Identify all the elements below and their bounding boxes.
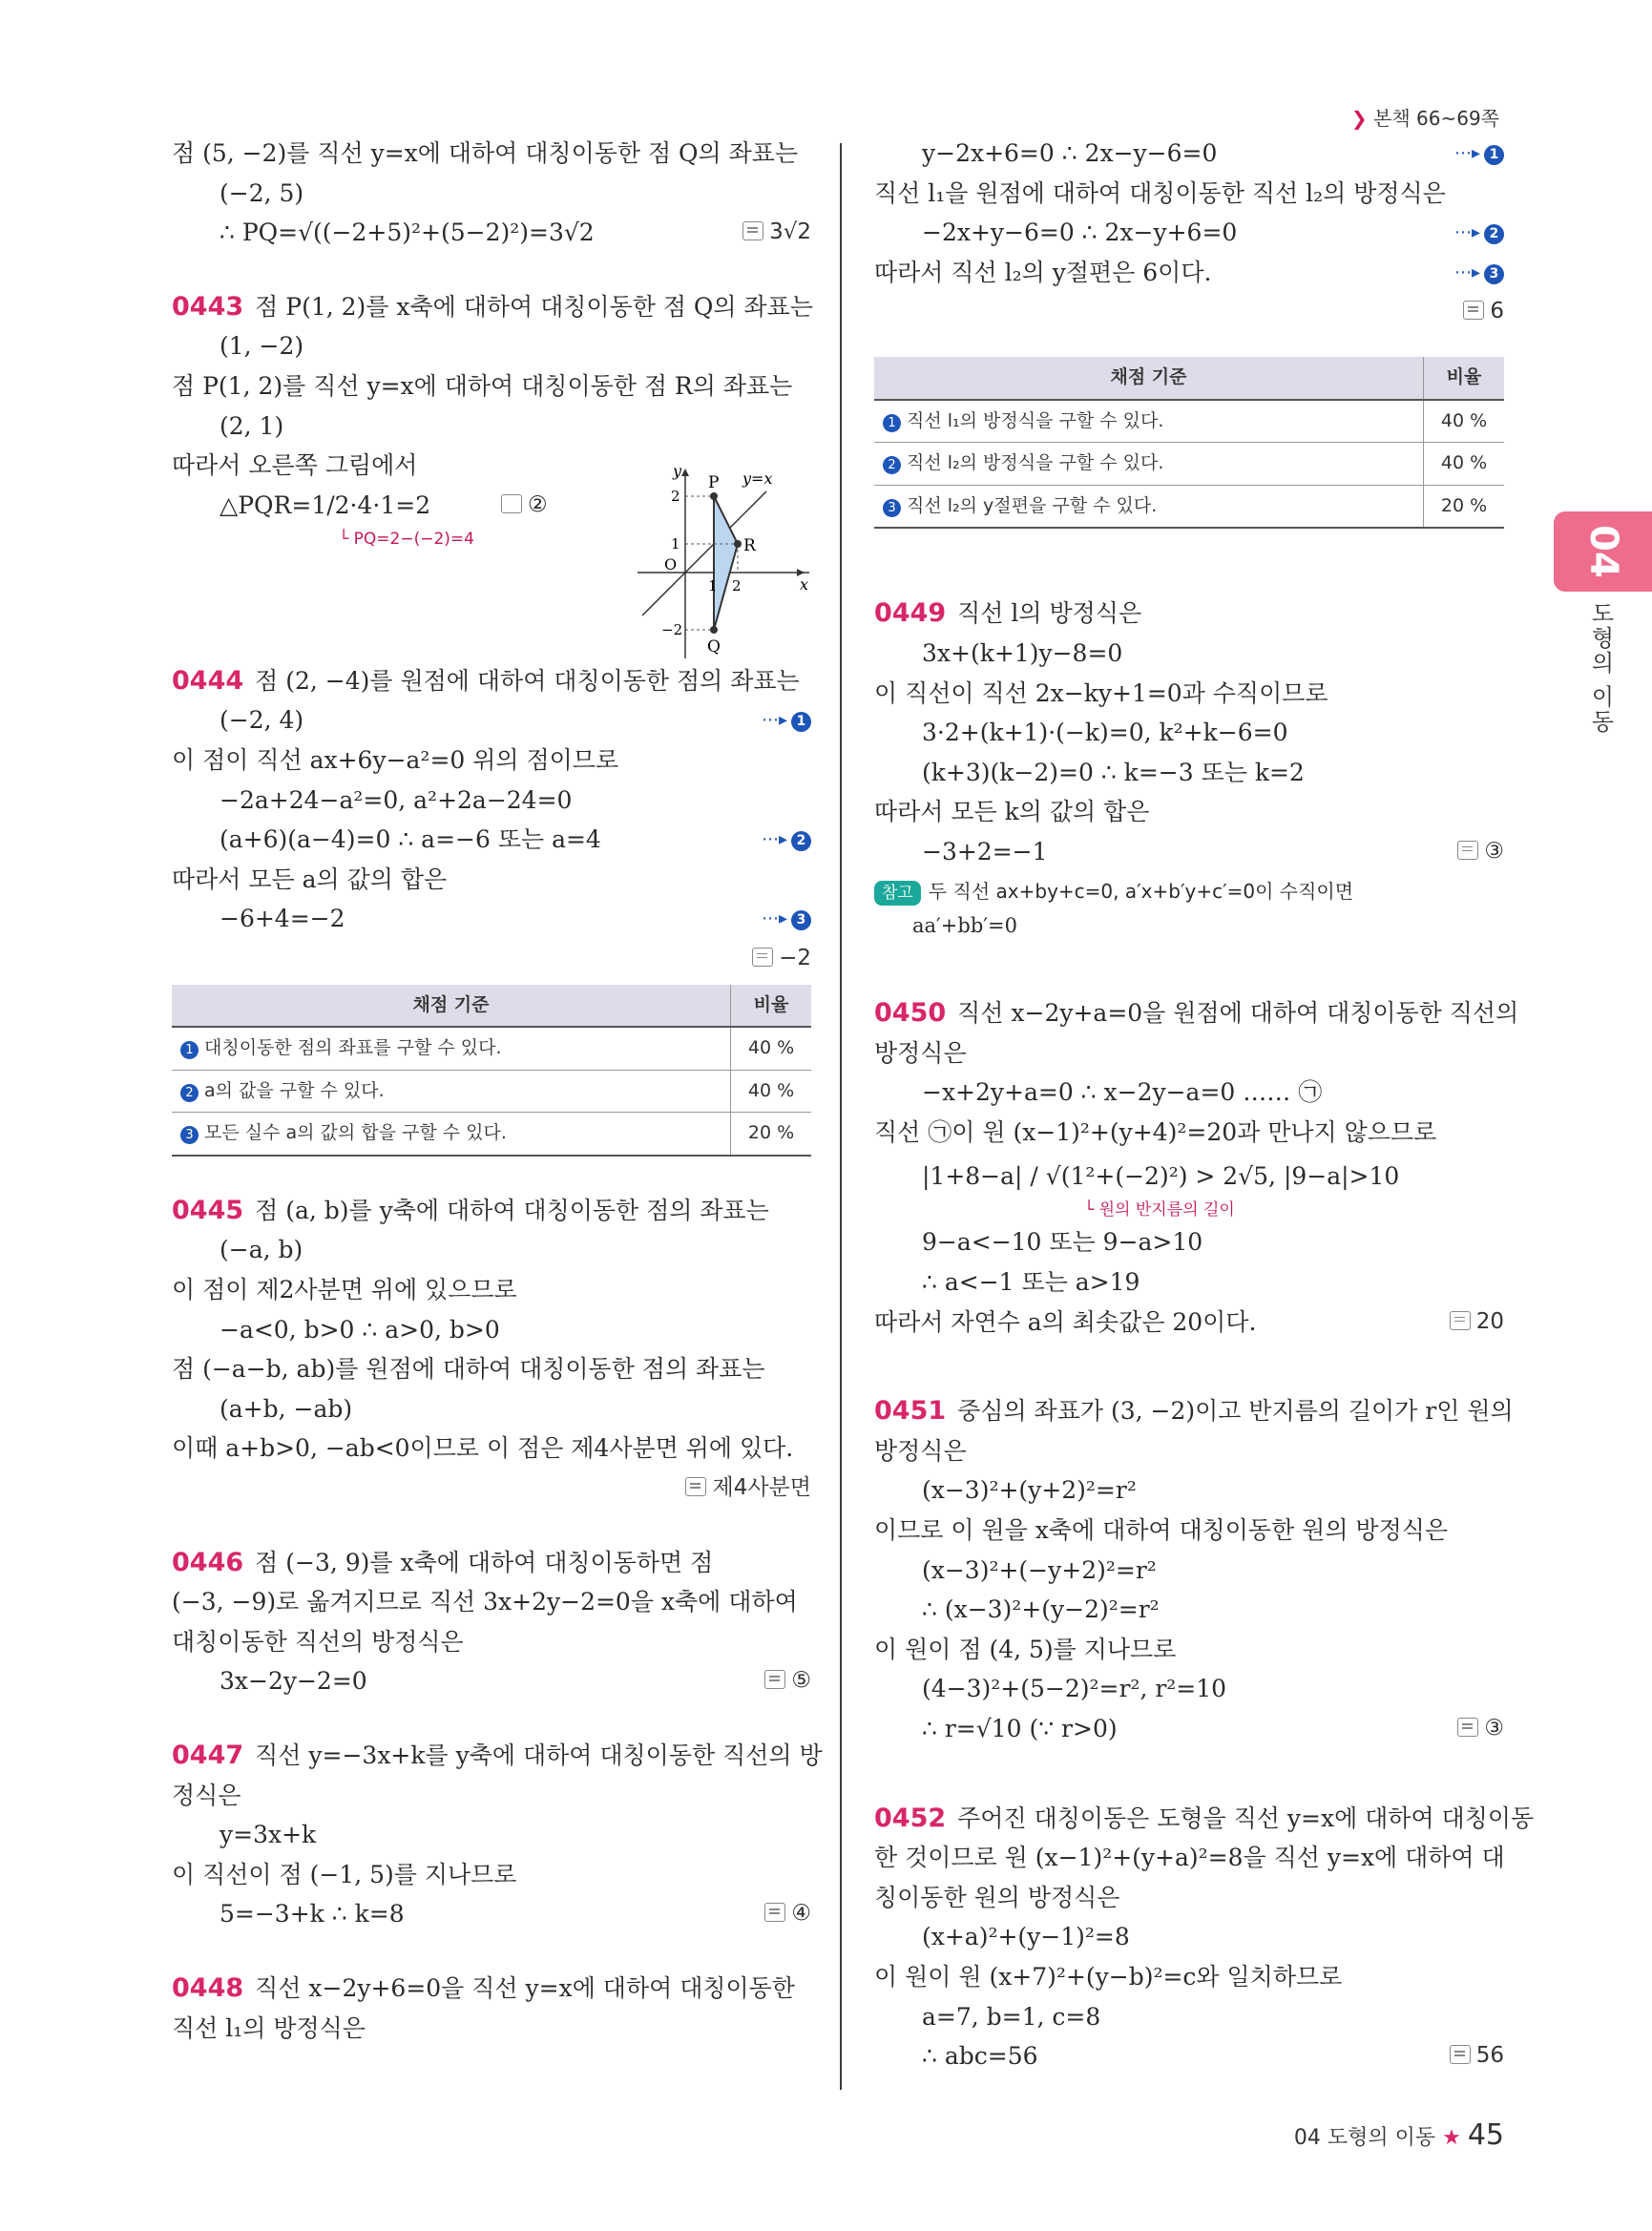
step-marker-2: ⋯▸ 2 (762, 820, 811, 860)
svg-text:O: O (664, 555, 678, 573)
table-row: 2 직선 l₂의 방정식을 구할 수 있다. 40 % (874, 443, 1504, 486)
table-row: 3 직선 l₂의 y절편을 구할 수 있다. 20 % (874, 485, 1504, 528)
answer-icon (1450, 1311, 1471, 1330)
answer-badge: ③ (1457, 1709, 1504, 1749)
problem-0446: 0446 점 (−3, 9)를 x축에 대하여 대칭이동하면 점 (−3, −9)로 옮겨지므로 직선 3x+2y−2=0을 x축에 대하여 대칭이동한 직선의 방정식은 3x−2y−2=0 ⑤ (172, 1543, 811, 1701)
answer-icon (1463, 301, 1484, 320)
problem-number: 0450 (874, 998, 947, 1029)
book-reference: ❯ 본책 66~69쪽 (1350, 107, 1499, 130)
chapter-tab: 04 (1554, 511, 1652, 592)
answer-icon (764, 1903, 785, 1922)
problem-number: 0452 (874, 1803, 947, 1833)
answer-badge: 56 (1450, 2036, 1504, 2076)
answer-badge: ② (501, 486, 548, 526)
svg-text:1: 1 (671, 535, 680, 553)
problem-0450: 0450 직선 x−2y+a=0을 원점에 대하여 대칭이동한 직선의 방정식은 −x+2y+a=0 ∴ x−2y−a=0 …… ㉠ 직선 ㉠이 원 (x−1)²+(y+4)²=20과 만나지 않으므로 |1+8−a| / √(1²+(−2)²) > 2√5, |9−a|>10 └ 원의 반지름의 길이 9−a<−10 또는 9−a>10 ∴ a<−1 또는 a>19 따라서 자연수 a의 최솟값은 20이다. 20 (874, 993, 1504, 1342)
left-column (172, 134, 823, 2048)
svg-text:R: R (743, 536, 756, 555)
answer-badge: 3√2 (742, 213, 811, 253)
point-p (710, 492, 718, 500)
star-icon: ★ (1442, 2126, 1461, 2150)
y-axis-arrow (681, 469, 689, 476)
svg-text:x: x (800, 575, 809, 594)
problem-number: 0448 (172, 1972, 244, 2003)
problem-0442: 점 (5, −2)를 직선 y=x에 대하여 대칭이동한 점 Q의 좌표는 (−2, 5) ∴ PQ=√((−2+5)²+(5−2)²)=3√2 3√2 (172, 134, 811, 253)
chapter-side-label: 도형의 이동 (1587, 601, 1614, 735)
step-marker-1: ⋯▸ 1 (1454, 134, 1504, 174)
answer-icon (1450, 2045, 1471, 2064)
step-marker-2: ⋯▸ 2 (1454, 213, 1504, 253)
answer-badge: ⑤ (764, 1661, 811, 1701)
svg-text:−2: −2 (661, 621, 683, 638)
problem-0451: 0451 중심의 좌표가 (3, −2)이고 반지름의 길이가 r인 원의 방정식은 (x−3)²+(y+2)²=r² 이므로 이 원을 x축에 대하여 대칭이동한 원의 방정식은 (x−3)²+(−y+2)²=r² ∴ (x−3)²+(y−2)²=r² 이 원이 점 (4, 5)를 지나므로 (4−3)²+(5−2)²=r², r²=10 ∴ r=√10 (∵ r>0) ③ (874, 1391, 1504, 1748)
svg-text:y: y (673, 463, 682, 480)
column-divider (840, 143, 842, 2090)
problem-0443: 0443 점 P(1, 2)를 x축에 대하여 대칭이동한 점 Q의 좌표는 (1, −2) 점 P(1, 2)를 직선 y=x에 대하여 대칭이동한 점 R의 좌표는 (2, 1) 따라서 오른쪽 그림에서 △PQR=1/2·4·1=2 ② └ PQ=2−(−2)=4 (172, 291, 813, 549)
answer-icon (752, 948, 773, 967)
svg-text:2: 2 (732, 577, 742, 594)
answer-icon (685, 1477, 706, 1496)
problem-number: 0449 (874, 598, 947, 629)
step-marker-1: ⋯▸ 1 (762, 700, 811, 740)
answer-icon (764, 1670, 785, 1689)
answer-badge: 20 (1450, 1303, 1504, 1343)
step-marker-3: ⋯▸ 3 (1454, 253, 1504, 293)
svg-text:2: 2 (671, 488, 680, 505)
page-footer: 04 도형의 이동 ★ 45 (1293, 2118, 1504, 2152)
problem-0448-continued: y−2x+6=0 ∴ 2x−y−6=0 ⋯▸ 1 직선 l₁을 원점에 대하여 대칭이동한 직선 l₂의 방정식은 −2x+y−6=0 ∴ 2x−y+6=0 ⋯▸ 2 따라서 직선 l₂의 y절편은 6이다. ⋯▸ 3 6 채점 기준 비율 1 직선 l₁의 방정식을 구할 수 있다. 40 % 2 직선 l₂의 방정식을 구할 수 있다. 40 % 3 직선 l₂의 y절편을 구할 수 있다. 20 % (874, 134, 1504, 529)
problem-number: 0444 (172, 665, 244, 696)
problem-number: 0443 (172, 291, 244, 322)
tip-note: 참고 두 직선 ax+by+c=0, a′x+b′y+c′=0이 수직이면 (874, 872, 1504, 912)
problem-0452: 0452 주어진 대칭이동은 도형을 직선 y=x에 대하여 대칭이동 한 것이므로 원 (x−1)²+(y+a)²=8을 직선 y=x에 대하여 대 칭이동한 원의 방정식은 (x+a)²+(y−1)²=8 이 원이 원 (x+7)²+(y−b)²=c와 일치하므로 a=7, b=1, c=8 ∴ abc=56 56 (874, 1799, 1504, 2076)
table-row: 1 직선 l₁의 방정식을 구할 수 있다. 40 % (874, 400, 1504, 443)
tip-tag: 참고 (874, 881, 921, 906)
problem-number: 0446 (172, 1547, 244, 1577)
table-row: 2 a의 값을 구할 수 있다. 40 % (172, 1070, 811, 1113)
point-q (710, 626, 718, 634)
svg-text:P: P (708, 473, 720, 492)
triangle-pqr-figure (633, 463, 814, 663)
problem-0449: 0449 직선 l의 방정식은 3x+(k+1)y−8=0 이 직선이 직선 2x−ky+1=0과 수직이므로 3·2+(k+1)·(−k)=0, k²+k−6=0 (k+3)(k−2)=0 ∴ k=−3 또는 k=2 따라서 모든 k의 값의 합은 −3+2=−1 ③ 참고 두 직선 ax+by+c=0, a′x+b′y+c′=0이 수직이면 aa′+bb′=0 (874, 598, 1504, 938)
answer-badge: ④ (764, 1894, 811, 1934)
answer-badge: −2 (752, 939, 811, 979)
problem-0448: 0448 직선 x−2y+6=0을 직선 y=x에 대하여 대칭이동한 직선 l₁의 방정식은 (172, 1972, 795, 2042)
svg-text:Q: Q (707, 637, 721, 657)
svg-text:1: 1 (708, 577, 718, 594)
problem-number: 0451 (874, 1396, 947, 1427)
right-column (874, 134, 1535, 2076)
problem-0445: 0445 점 (a, b)를 y축에 대하여 대칭이동한 점의 좌표는 (−a, b) 이 점이 제2사분면 위에 있으므로 −a<0, b>0 ∴ a>0, b>0 점 (−a−b, ab)를 원점에 대하여 대칭이동한 점의 좌표는 (a+b, −ab) 이때 a+b>0, −ab<0이므로 이 점은 제4사분면 위에 있다. 제4사분면 (172, 1191, 811, 1509)
table-row: 1 대칭이동한 점의 좌표를 구할 수 있다. 40 % (172, 1027, 811, 1070)
problem-0447: 0447 직선 y=−3x+k를 y축에 대하여 대칭이동한 직선의 방 정식은 y=3x+k 이 직선이 점 (−1, 5)를 지나므로 5=−3+k ∴ k=8 ④ (172, 1736, 811, 1934)
answer-badge: 제4사분면 (685, 1469, 811, 1509)
grading-table: 채점 기준 비율 1 직선 l₁의 방정식을 구할 수 있다. 40 % 2 직선 l₂의 방정식을 구할 수 있다. 40 % 3 직선 l₂의 y절편을 구할 수 있다. 20 % (874, 357, 1504, 529)
answer-icon (1457, 1718, 1478, 1737)
svg-text:y=x: y=x (742, 469, 773, 488)
answer-icon (1457, 841, 1478, 860)
triangle-pqr (714, 496, 738, 630)
problem-0444: 0444 점 (2, −4)를 원점에 대하여 대칭이동한 점의 좌표는 (−2, 4) ⋯▸ 1 이 점이 직선 ax+6y−a²=0 위의 점이므로 −2a+24−a²=0, a²+2a−24=0 (a+6)(a−4)=0 ∴ a=−6 또는 a=4 ⋯▸ 2 따라서 모든 a의 값의 합은 −6+4=−2 ⋯▸ 3 −2 채점 기준 비율 1 대칭이동한 점의 좌표를 구할 수 있다. 40 % 2 a의 값을 구할 수 있다. 40 % 3 모든 실수 a의 값의 합을 구할 수 있다. 20 % (172, 661, 811, 1157)
answer-badge: 6 (1463, 292, 1504, 332)
answer-icon (501, 494, 522, 513)
arrow-icon: ❯ (1350, 107, 1368, 130)
problem-number: 0445 (172, 1195, 244, 1225)
answer-icon (742, 221, 763, 240)
problem-number: 0447 (172, 1741, 244, 1770)
table-row: 3 모든 실수 a의 값의 합을 구할 수 있다. 20 % (172, 1113, 811, 1156)
step-marker-3: ⋯▸ 3 (762, 899, 811, 939)
page-number: 45 (1467, 2118, 1504, 2152)
point-r (734, 540, 742, 548)
grading-table: 채점 기준 비율 1 대칭이동한 점의 좌표를 구할 수 있다. 40 % 2 a의 값을 구할 수 있다. 40 % 3 모든 실수 a의 값의 합을 구할 수 있다. 20 % (172, 985, 811, 1157)
answer-badge: ③ (1457, 832, 1504, 872)
